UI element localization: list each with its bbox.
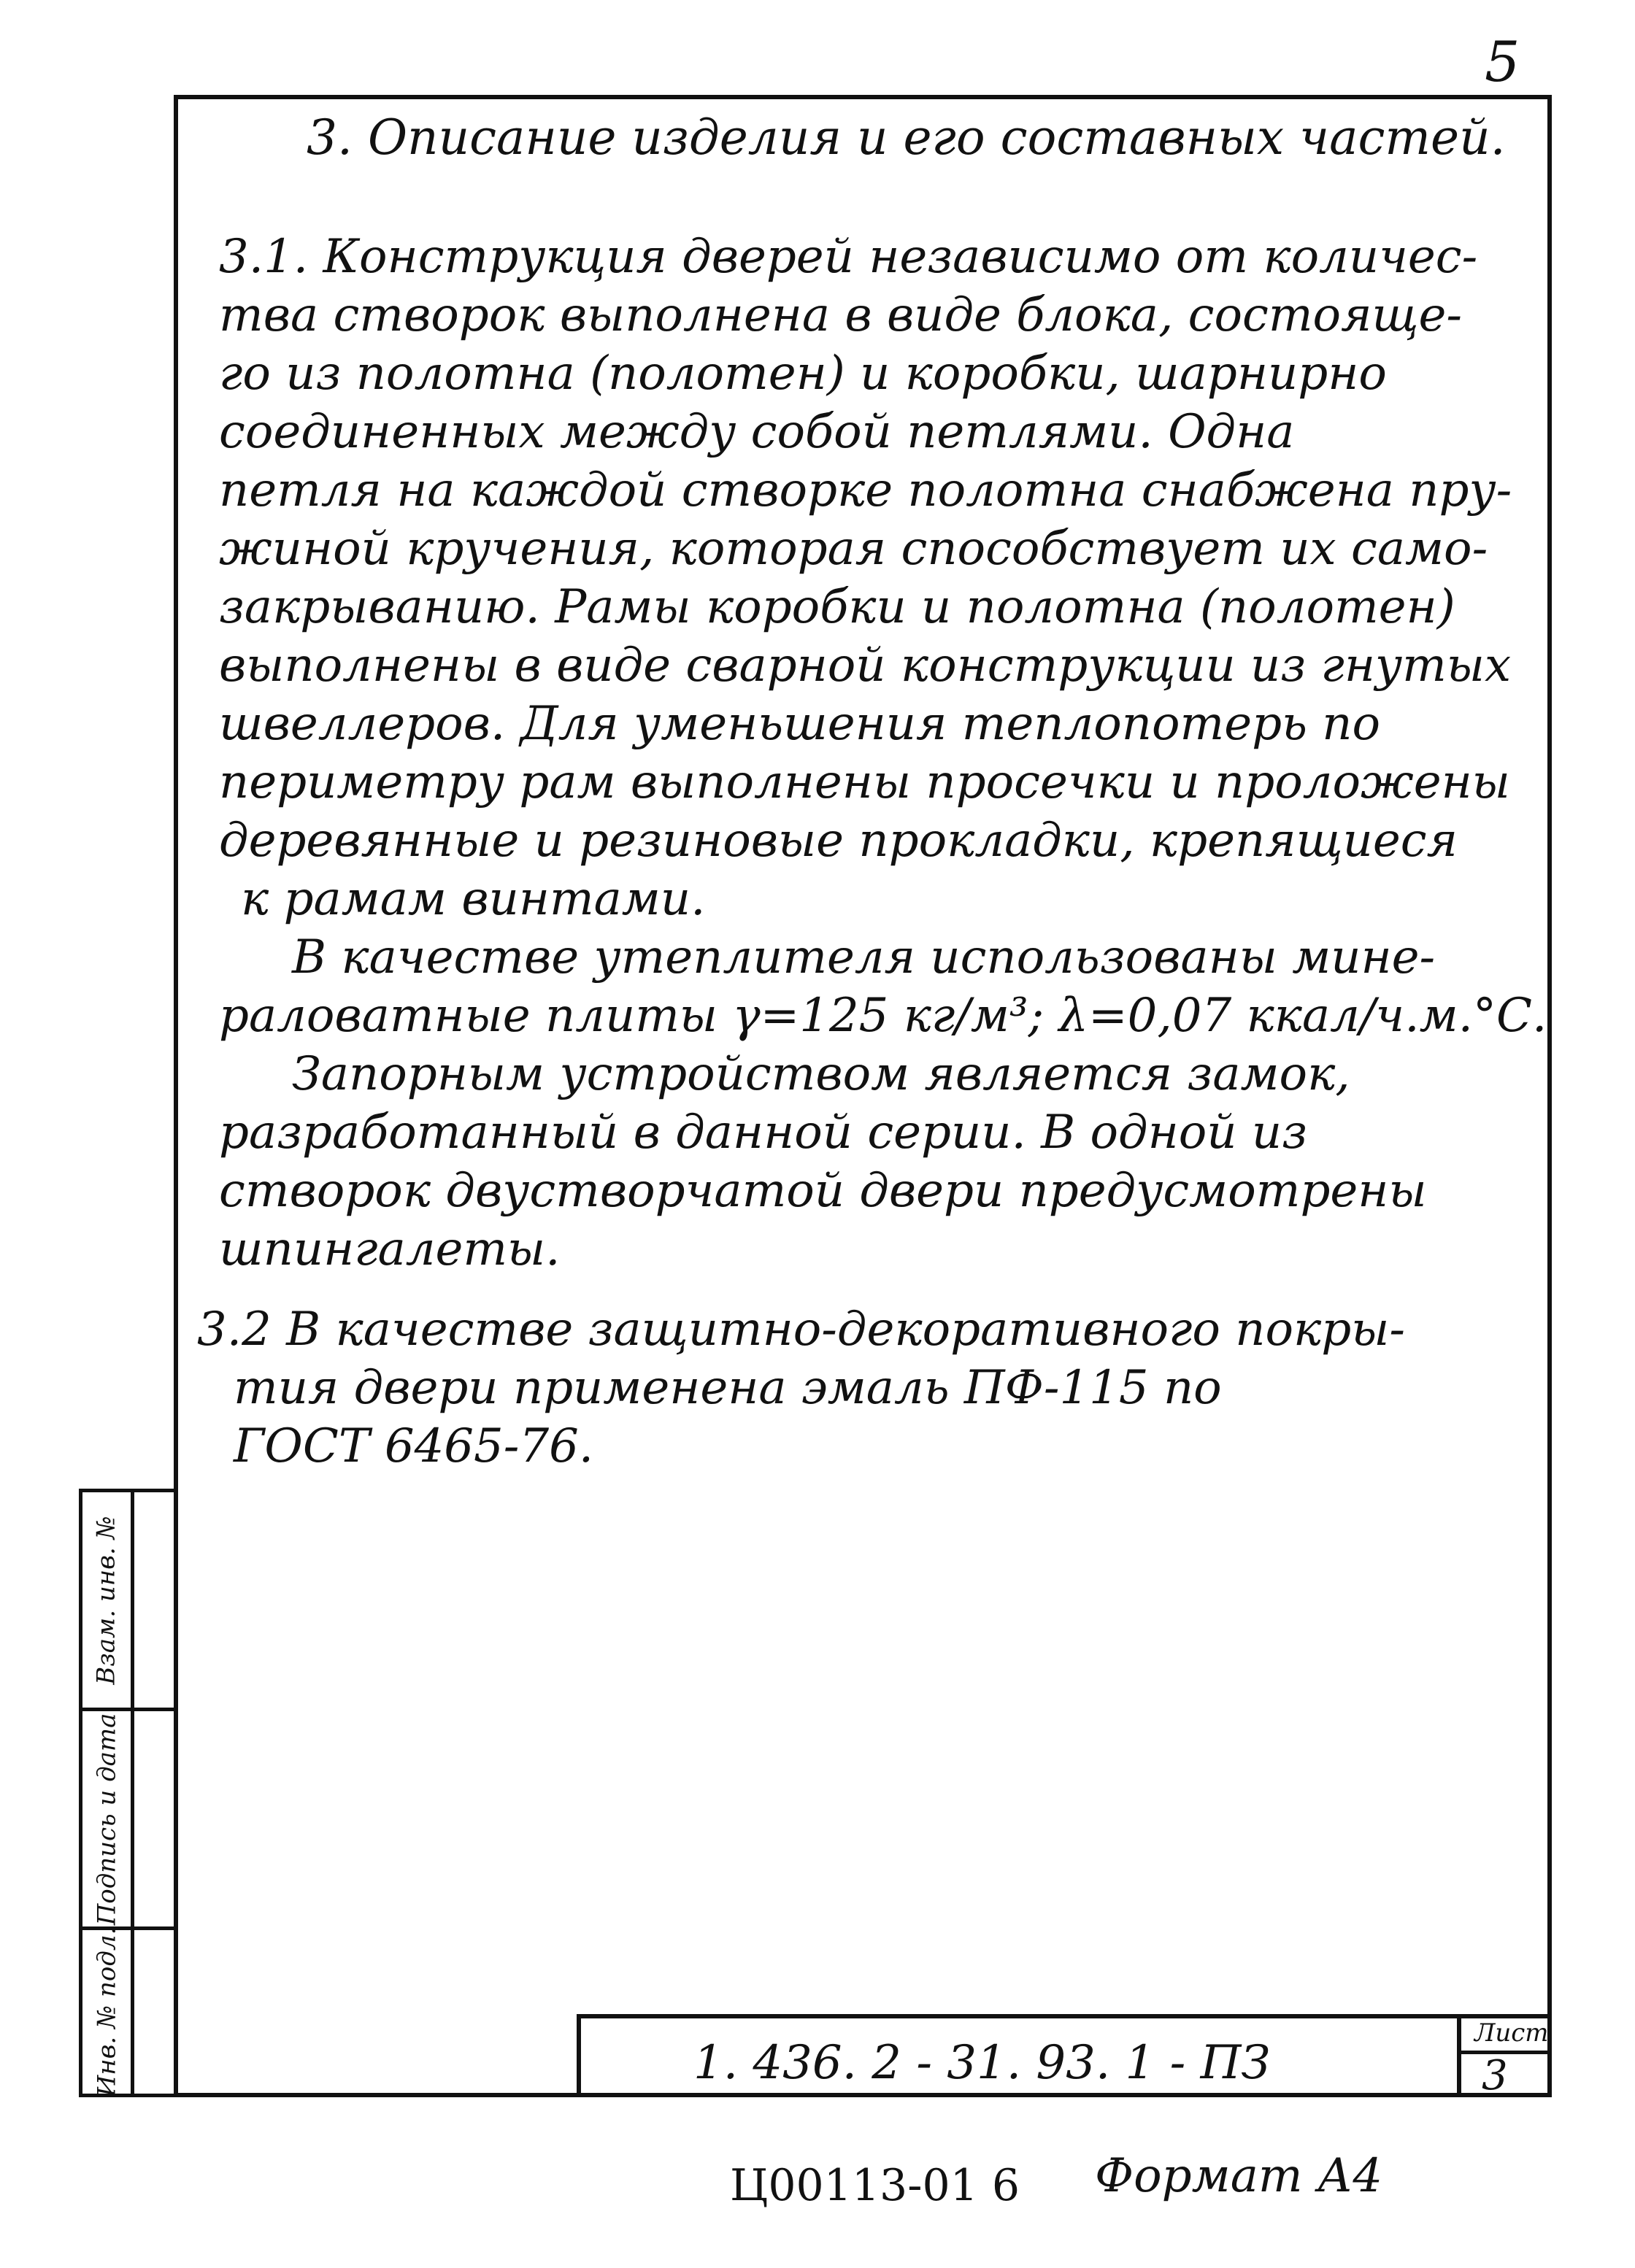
body-line: выполнены в виде сварной конструкции из гнутых xyxy=(219,639,1512,693)
format-label: Формат А4 xyxy=(1095,2149,1383,2203)
body-line: к рамам винтами. xyxy=(241,872,706,926)
side-cell-signature xyxy=(79,1708,175,1926)
body-line: тва створок выполнена в виде блока, состояще- xyxy=(219,288,1462,342)
body-line: швеллеров. Для уменьшения теплопотерь по xyxy=(219,697,1380,751)
body-line: В качестве утеплителя использованы мине- xyxy=(292,930,1436,984)
body-line: 3.2 В качестве защитно-декоративного покры- xyxy=(197,1303,1405,1357)
document-code: 1. 436. 2 - 31. 93. 1 - ПЗ xyxy=(693,2036,1271,2090)
body-line: петля на каждой створке полотна снабжена пру- xyxy=(219,463,1512,517)
body-line: шпингалеты. xyxy=(219,1222,561,1276)
side-field-signature: Подпись и дата xyxy=(92,1713,122,1925)
body-line: деревянные и резиновые прокладки, крепящиеся xyxy=(219,814,1458,868)
body-line: раловатные плиты γ=125 кг/м³; λ=0,07 ккал/ч.м.°С. xyxy=(219,989,1547,1043)
body-line: го из полотна (полотен) и коробки, шарнирно xyxy=(219,347,1387,401)
side-stamp xyxy=(79,1489,175,2097)
side-cell-inventory xyxy=(79,1926,175,2097)
body-line: закрыванию. Рамы коробки и полотна (полотен) xyxy=(219,580,1455,634)
archive-code: Ц00113-01 6 xyxy=(730,2160,1020,2211)
body-line: тия двери применена эмаль ПФ-115 по xyxy=(234,1361,1222,1415)
side-field-inventory: Инв. № подл. xyxy=(92,1926,121,2097)
side-field-replacement: Взам. инв. № xyxy=(92,1515,122,1685)
section-title: 3. Описание изделия и его составных частей. xyxy=(307,109,1506,166)
side-cell-replacement xyxy=(79,1489,175,1708)
body-line: створок двустворчатой двери предусмотрены xyxy=(219,1164,1427,1218)
body-line: Запорным устройством является замок, xyxy=(292,1047,1350,1101)
body-line: соединенных между собой петлями. Одна xyxy=(219,405,1295,459)
page-number: 5 xyxy=(1485,29,1520,94)
body-line: ГОСТ 6465-76. xyxy=(234,1419,594,1473)
sheet-label: Лист xyxy=(1474,2018,1549,2048)
body-line: периметру рам выполнены просечки и проложены xyxy=(219,755,1510,809)
body-line: разработанный в данной серии. В одной из xyxy=(219,1106,1307,1160)
sheet-number: 3 xyxy=(1482,2052,1508,2099)
body-line: жиной кручения, которая способствует их само- xyxy=(219,522,1488,576)
body-line: 3.1. Конструкция дверей независимо от количес- xyxy=(219,230,1478,284)
